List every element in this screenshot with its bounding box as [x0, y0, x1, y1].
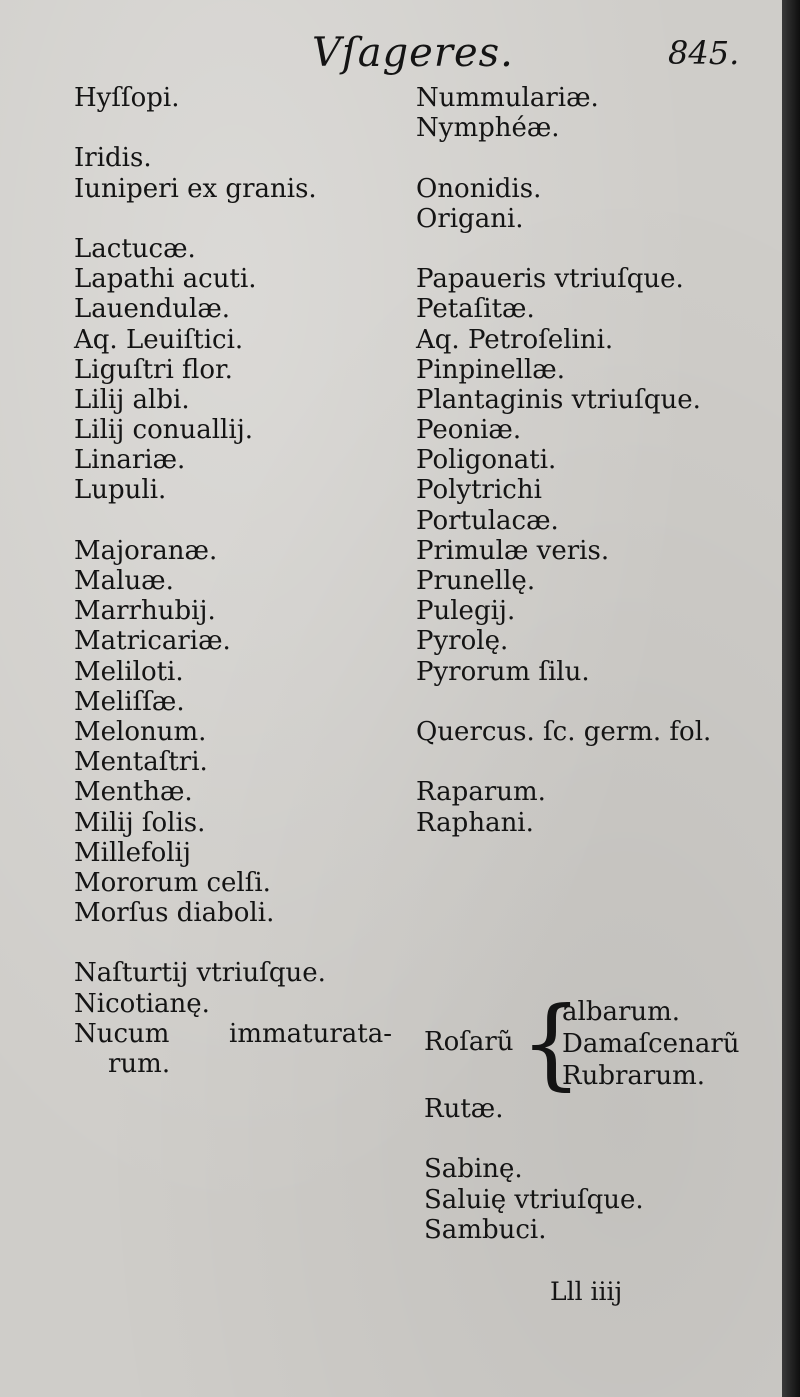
list-item: [74, 113, 404, 143]
right-column: [416, 83, 766, 838]
list-item: [74, 204, 404, 234]
list-item: Linariæ.: [74, 445, 186, 476]
list-item: [416, 234, 766, 264]
list-item: Pulegij.: [416, 596, 516, 627]
list-item: Matricariæ.: [74, 626, 231, 657]
list-item: Lactucæ.: [74, 233, 196, 264]
list-item: Portulacæ.: [416, 505, 559, 536]
list-item: Sabinę.: [424, 1154, 523, 1185]
list-item: [74, 506, 404, 536]
list-item: Naſturtij vtriuſque.: [74, 958, 326, 989]
list-item: Meliſſæ.: [74, 686, 185, 717]
list-item: Iuniperi ex granis.: [74, 173, 317, 204]
list-item: Sambuci.: [424, 1214, 547, 1245]
nucum-second: immaturata-: [229, 1018, 392, 1049]
list-item: Poligonati.: [416, 445, 557, 476]
list-item: Menthæ.: [74, 777, 193, 808]
list-item: [416, 687, 766, 717]
list-item: Melonum.: [74, 716, 207, 747]
rosarum-item: Damaſcenarũ: [562, 1029, 740, 1059]
list-item: [74, 928, 404, 958]
list-item: Pyrorum ſilu.: [416, 656, 590, 687]
list-item: Mororum celſi.: [74, 867, 271, 898]
list-item: Lilij albi.: [74, 384, 190, 415]
right-column-bottom: [416, 1094, 766, 1245]
list-item: Aq. Leuiſtici.: [74, 324, 244, 355]
list-item: Milij ſolis.: [74, 807, 206, 838]
list-item: [416, 143, 766, 173]
list-item: Pinpinellæ.: [416, 354, 565, 385]
list-item: Plantaginis vtriuſque.: [416, 384, 701, 415]
list-item: Liguſtri flor.: [74, 354, 233, 385]
nucum-continuation: rum.: [108, 1049, 171, 1079]
rosarum-prefix: Roſarũ: [424, 1027, 514, 1057]
list-item: Peoniæ.: [416, 415, 522, 446]
list-item: Lauendulæ.: [74, 294, 231, 325]
list-item: [416, 1124, 766, 1154]
list-item: Primulæ veris.: [416, 535, 610, 566]
list-item: Morſus diaboli.: [74, 898, 275, 929]
list-item: Rutæ.: [424, 1094, 504, 1124]
list-item: Iridis.: [74, 143, 152, 174]
list-item: Majoranæ.: [74, 535, 218, 566]
rosarum-item: albarum.: [562, 997, 681, 1027]
list-item: Lilij conuallij.: [74, 415, 254, 446]
list-item: Raparum.: [416, 777, 546, 808]
list-item: Prunellę.: [416, 566, 536, 596]
list-item: Lupuli.: [74, 475, 167, 506]
list-item: Meliloti.: [74, 656, 184, 687]
list-item: Marrhubij.: [74, 596, 216, 627]
list-item: Ononidis.: [416, 173, 542, 204]
list-item: Nymphéæ.: [416, 113, 560, 144]
list-item: Papaueris vtriuſque.: [416, 264, 684, 295]
nucum-entry: [74, 1019, 392, 1049]
list-item: Raphani.: [416, 807, 534, 838]
list-item: Maluæ.: [74, 566, 174, 596]
running-head: Vſageres.: [312, 30, 514, 76]
nucum-first: Nucum: [74, 1018, 170, 1049]
page-number: 845.: [668, 34, 740, 72]
list-item: Aq. Petroſelini.: [416, 324, 614, 355]
list-item: [416, 747, 766, 777]
list-item: Quercus. ſc. germ. fol.: [416, 716, 712, 747]
page-edge: [782, 0, 800, 1397]
list-item: Hyſſopi.: [74, 83, 180, 113]
list-item: Origani.: [416, 203, 524, 234]
list-item: Saluię vtriuſque.: [424, 1184, 644, 1215]
list-item: Mentaſtri.: [74, 747, 208, 778]
list-item: Lapathi acuti.: [74, 264, 257, 295]
rosarum-item: Rubrarum.: [562, 1061, 705, 1091]
signature-mark: Lll iiij: [550, 1277, 623, 1306]
list-item: Nummulariæ.: [416, 83, 599, 113]
rosarum-group: [424, 987, 764, 1101]
list-item: Nicotianę.: [74, 988, 210, 1019]
list-item: Millefolij: [74, 837, 191, 868]
curly-brace-icon: {: [520, 987, 583, 1101]
left-column: [74, 83, 404, 1079]
list-item: Pyrolę.: [416, 626, 509, 657]
list-item: Petaſitæ.: [416, 294, 535, 325]
list-item: Polytrichi: [416, 475, 542, 506]
